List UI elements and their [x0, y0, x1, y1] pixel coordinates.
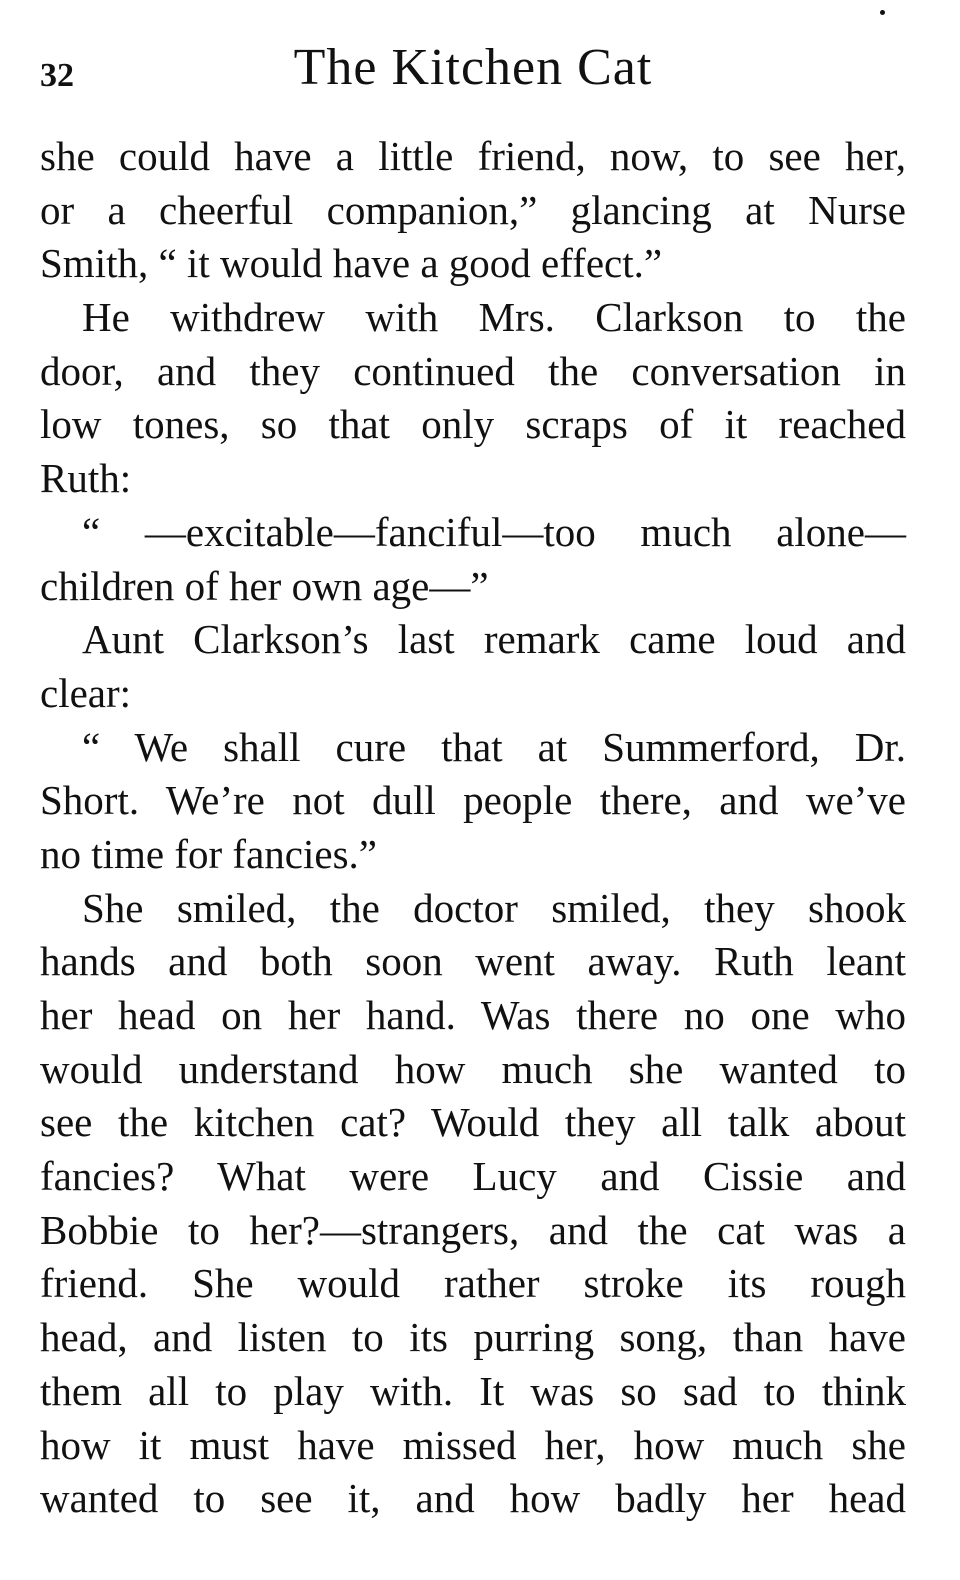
text-line: no time for fancies.”	[40, 830, 377, 877]
page-number: 32	[40, 57, 74, 94]
page-header	[40, 38, 906, 98]
text-line: low tones, so that only scraps of it reached	[40, 401, 906, 448]
text-line: clear:	[40, 669, 132, 716]
text-line: she could have a little friend, now, to see her,	[40, 133, 906, 179]
text-line: door, and they continued the conversation in	[40, 347, 906, 394]
text-line: head, and listen to its purring song, than have	[40, 1314, 906, 1361]
running-title: The Kitchen Cat	[293, 39, 653, 96]
text-line: hands and both soon went away. Ruth leant	[40, 938, 906, 985]
text-line: He withdrew with Mrs. Clarkson to the	[82, 294, 906, 341]
printing-speck	[880, 10, 885, 15]
text-line: She smiled, the doctor smiled, they shook	[82, 884, 906, 931]
text-line: Aunt Clarkson’s last remark came loud and	[82, 616, 906, 663]
text-line: Smith, “ it would have a good effect.”	[40, 240, 663, 287]
text-line: children of her own age—”	[40, 562, 489, 609]
text-line: “ We shall cure that at Summerford, Dr.	[82, 723, 906, 770]
body-text	[40, 130, 906, 1526]
text-line: Bobbie to her?—strangers, and the cat was a	[40, 1206, 906, 1253]
text-line: wanted to see it, and how badly her head	[40, 1475, 906, 1522]
text-line: Short. We’re not dull people there, and we’ve	[40, 777, 906, 824]
text-line: friend. She would rather stroke its rough	[40, 1260, 906, 1307]
text-line: would understand how much she wanted to	[40, 1045, 906, 1092]
text-line: or a cheerful companion,” glancing at Nurse	[40, 186, 906, 233]
text-line: how it must have missed her, how much she	[40, 1421, 906, 1468]
text-line: them all to play with. It was so sad to think	[40, 1367, 906, 1414]
text-line: Ruth:	[40, 455, 132, 502]
text-line: “ —excitable—fanciful—too much alone—	[82, 508, 906, 555]
text-line: her head on her hand. Was there no one who	[40, 992, 906, 1038]
text-line: see the kitchen cat? Would they all talk about	[40, 1099, 906, 1146]
text-line: fancies? What were Lucy and Cissie and	[40, 1153, 906, 1200]
